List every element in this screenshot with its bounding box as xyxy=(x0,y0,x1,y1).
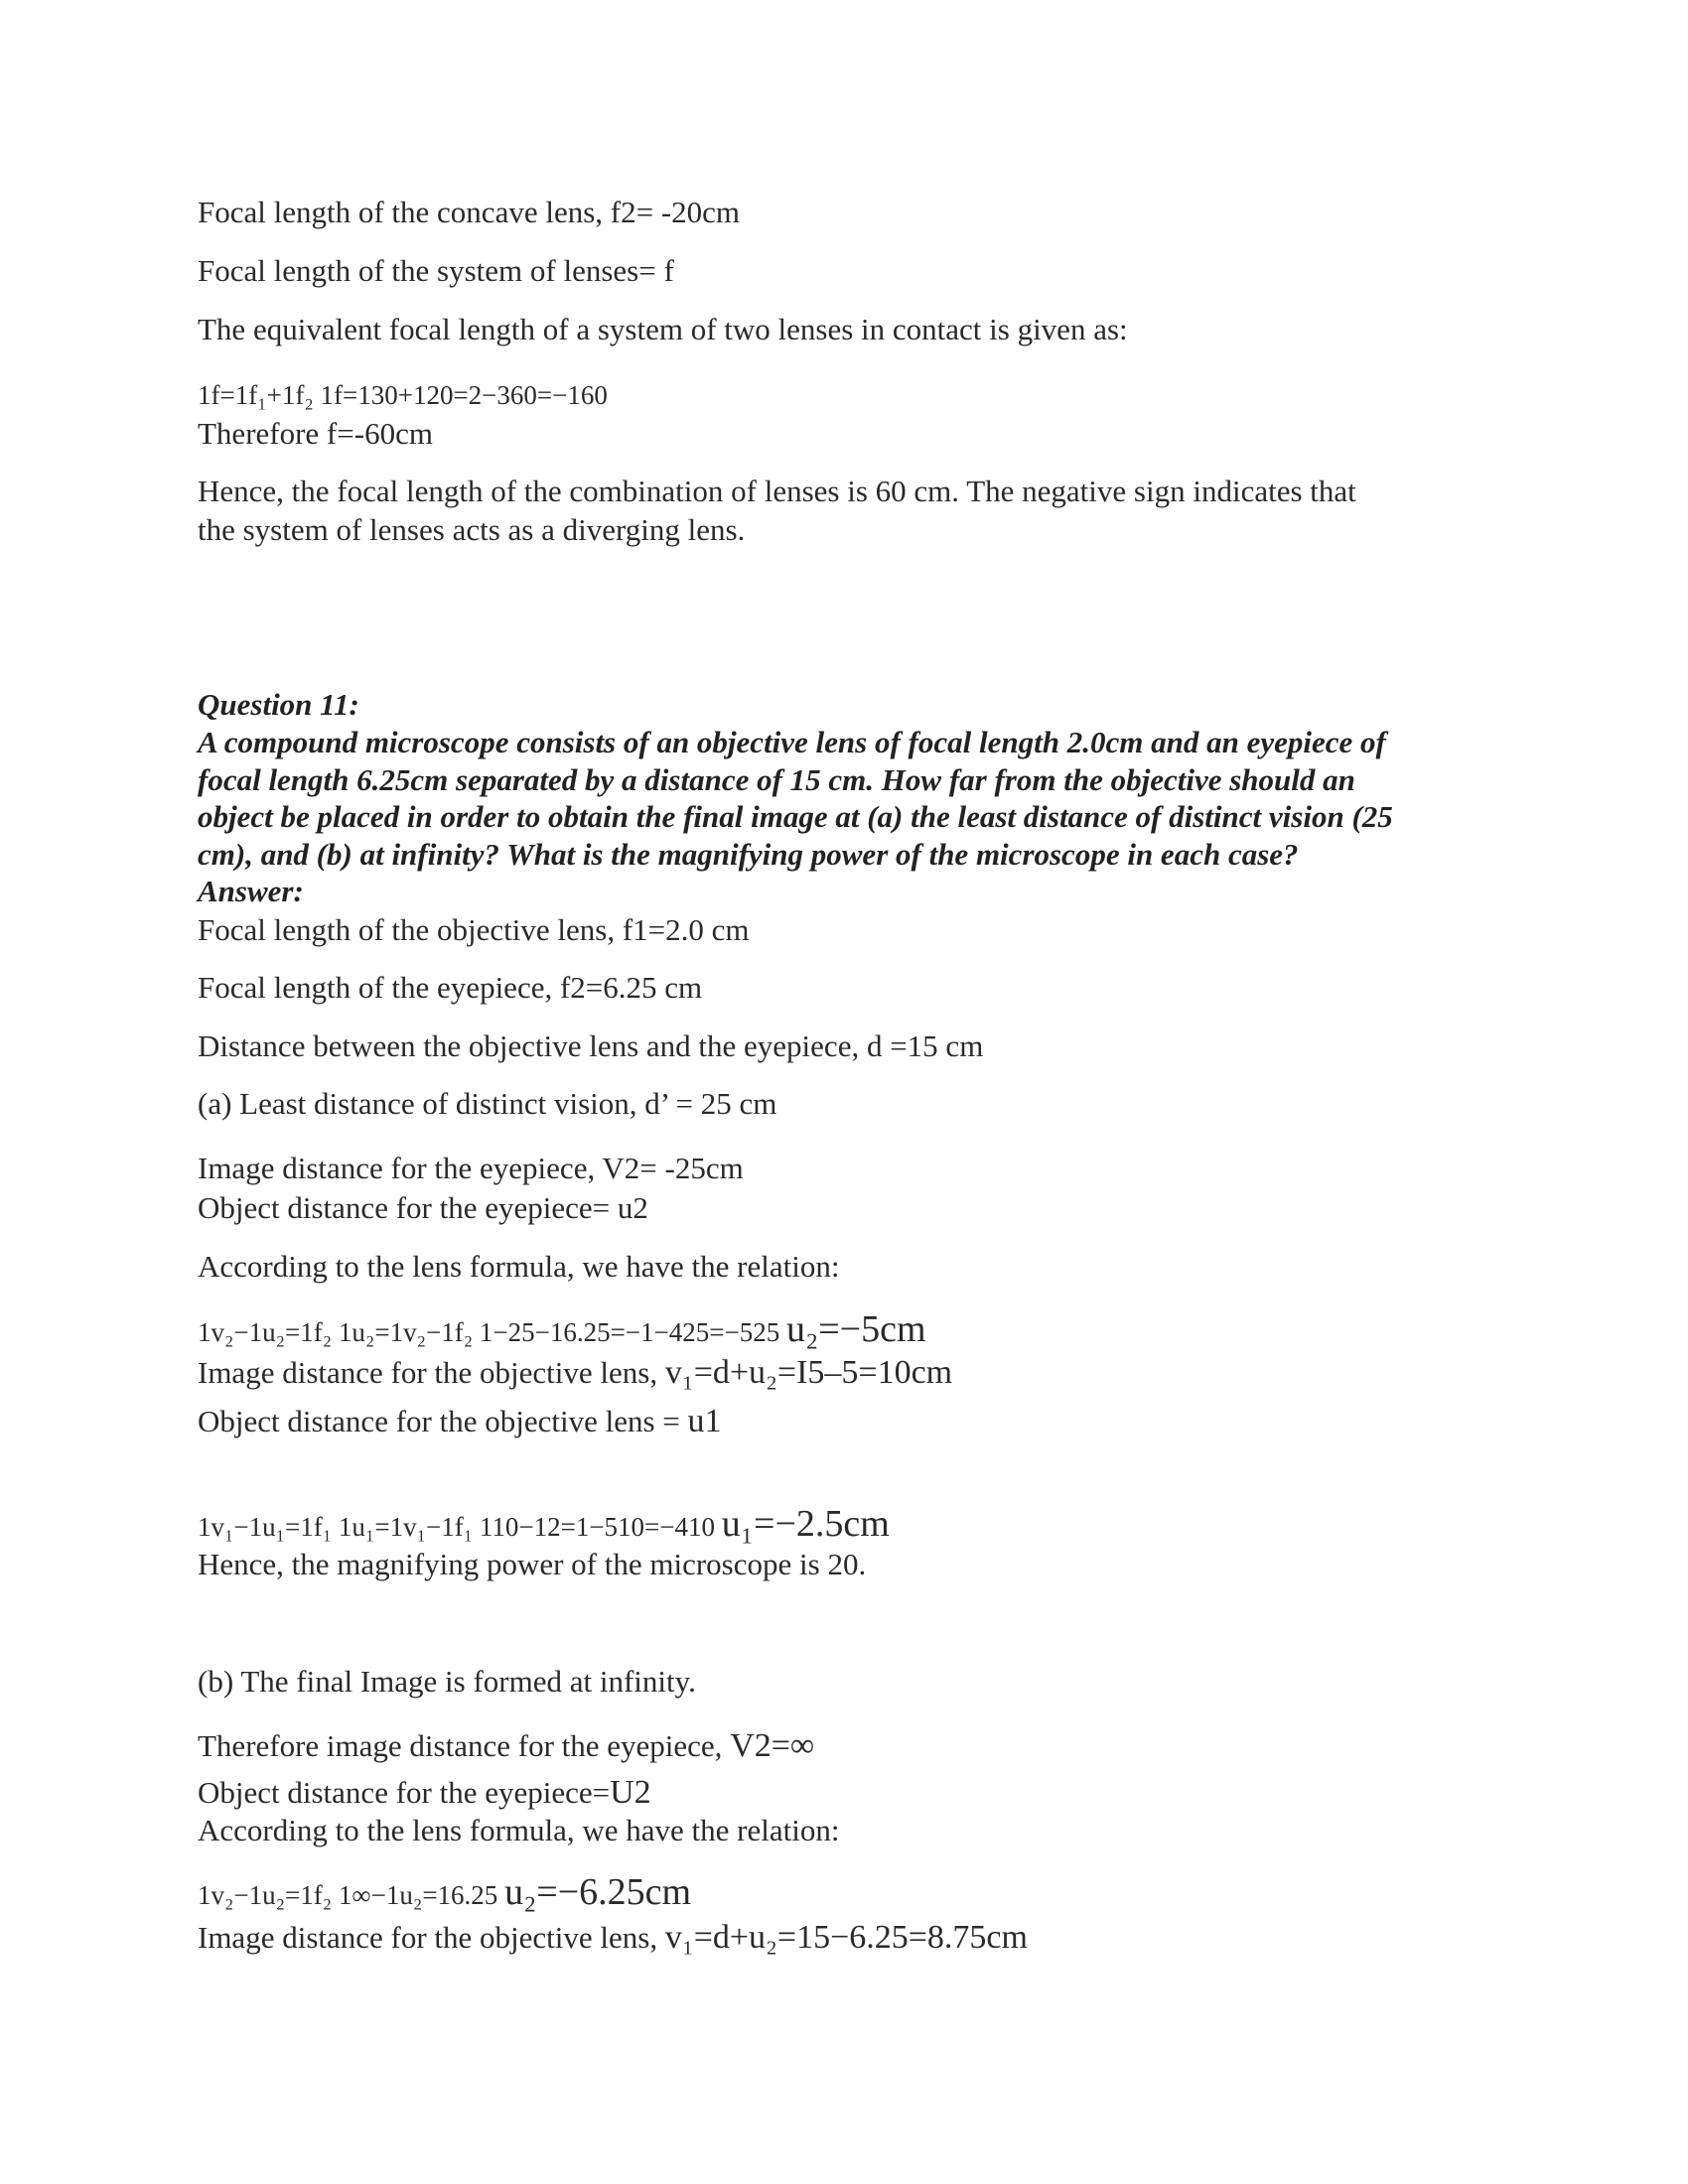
text-conclusion-line2: the system of lenses acts as a diverging lens. xyxy=(198,512,746,547)
text-v2-infinity-label: Therefore image distance for the eyepiece, xyxy=(198,1728,731,1763)
formula-eyepiece-a xyxy=(198,1310,926,1348)
text-v1-infinity xyxy=(198,1921,1028,1955)
formula-objective-a-steps: 1v₁−1u₁=1f₁ 1u₁=1v₁−1f₁ 110−12=1−510=−410 xyxy=(198,1512,722,1542)
text-u1-label: Object distance for the objective lens = xyxy=(198,1404,688,1438)
text-lens-formula-a: According to the lens formula, we have the relation: xyxy=(198,1249,840,1284)
text-system-focal-length: Focal length of the system of lenses= f xyxy=(198,253,674,288)
text-u2-infinity xyxy=(198,1776,651,1810)
text-lens-formula-b: According to the lens formula, we have the relation: xyxy=(198,1813,840,1847)
text-v1-label: Image distance for the objective lens, xyxy=(198,1355,665,1390)
text-magnifying-a: Hence, the magnifying power of the microscope is 20. xyxy=(198,1547,867,1581)
text-v1-infinity-value: v₁=d+u₂=15−6.25=8.75cm xyxy=(664,1919,1028,1956)
text-f1: Focal length of the objective lens, f1=2.0 cm xyxy=(198,912,750,947)
text-v1-value: v₁=d+u₂=I5–5=10cm xyxy=(664,1354,953,1391)
text-v2-infinity xyxy=(198,1729,814,1763)
text-f2: Focal length of the eyepiece, f2=6.25 cm xyxy=(198,970,703,1005)
question-text-line: A compound microscope consists of an objective lens of focal length 2.0cm and an eyepiece of xyxy=(198,725,1386,759)
text-part-a: (a) Least distance of distinct vision, d’ = 25 cm xyxy=(198,1086,777,1121)
text-therefore-f: Therefore f=-60cm xyxy=(198,416,433,451)
formula-eyepiece-a-steps: 1v₂−1u₂=1f₂ 1u₂=1v₂−1f₂ 1−25−16.25=−1−425=−525 xyxy=(198,1317,786,1347)
question-text-line: object be placed in order to obtain the final image at (a) the least distance of distinct vision (25 xyxy=(198,799,1393,834)
text-u1 xyxy=(198,1405,722,1438)
text-v2-value: V2= -25cm xyxy=(602,1151,744,1185)
question-title: Question 11: xyxy=(198,687,359,722)
formula-eyepiece-b-result: u₂=−6.25cm xyxy=(504,1871,692,1913)
formula-eyepiece-a-result: u₂=−5cm xyxy=(785,1308,926,1350)
text-part-b: (b) The final Image is formed at infinity. xyxy=(198,1664,696,1699)
text-equivalent-intro: The equivalent focal length of a system of two lenses in contact is given as: xyxy=(198,312,1128,346)
text-u2-infinity-value: U2 xyxy=(610,1774,651,1811)
text-conclusion-line1: Hence, the focal length of the combination of lenses is 60 cm. The negative sign indicates that xyxy=(198,474,1356,508)
question-text-line: cm), and (b) at infinity? What is the magnifying power of the microscope in each case? xyxy=(198,837,1299,872)
question-text-line: focal length 6.25cm separated by a distance of 15 cm. How far from the objective should an xyxy=(198,762,1355,797)
formula-equivalent-focal: 1f=1f₁+1f₂ 1f=130+120=2−360=−160 xyxy=(198,380,608,410)
formula-objective-a xyxy=(198,1505,890,1543)
text-v2-infinity-value: V2=∞ xyxy=(730,1727,815,1764)
answer-label: Answer: xyxy=(198,874,304,908)
text-u1-value: u1 xyxy=(687,1403,722,1439)
text-v1 xyxy=(198,1356,952,1390)
text-v1-infinity-label: Image distance for the objective lens, xyxy=(198,1920,665,1955)
text-concave-focal-length: Focal length of the concave lens, f2= -20cm xyxy=(198,195,741,229)
text-u2-infinity-label: Object distance for the eyepiece= xyxy=(198,1775,611,1810)
text-distance-d: Distance between the objective lens and the eyepiece, d =15 cm xyxy=(198,1028,984,1063)
text-u2: Object distance for the eyepiece= u2 xyxy=(198,1190,648,1225)
text-v2 xyxy=(198,1153,744,1183)
text-v2-label: Image distance for the eyepiece, xyxy=(198,1151,603,1185)
formula-eyepiece-b-steps: 1v₂−1u₂=1f₂ 1∞−1u₂=16.25 xyxy=(198,1880,505,1910)
formula-objective-a-result: u₁=−2.5cm xyxy=(721,1503,890,1545)
formula-eyepiece-b xyxy=(198,1873,691,1911)
